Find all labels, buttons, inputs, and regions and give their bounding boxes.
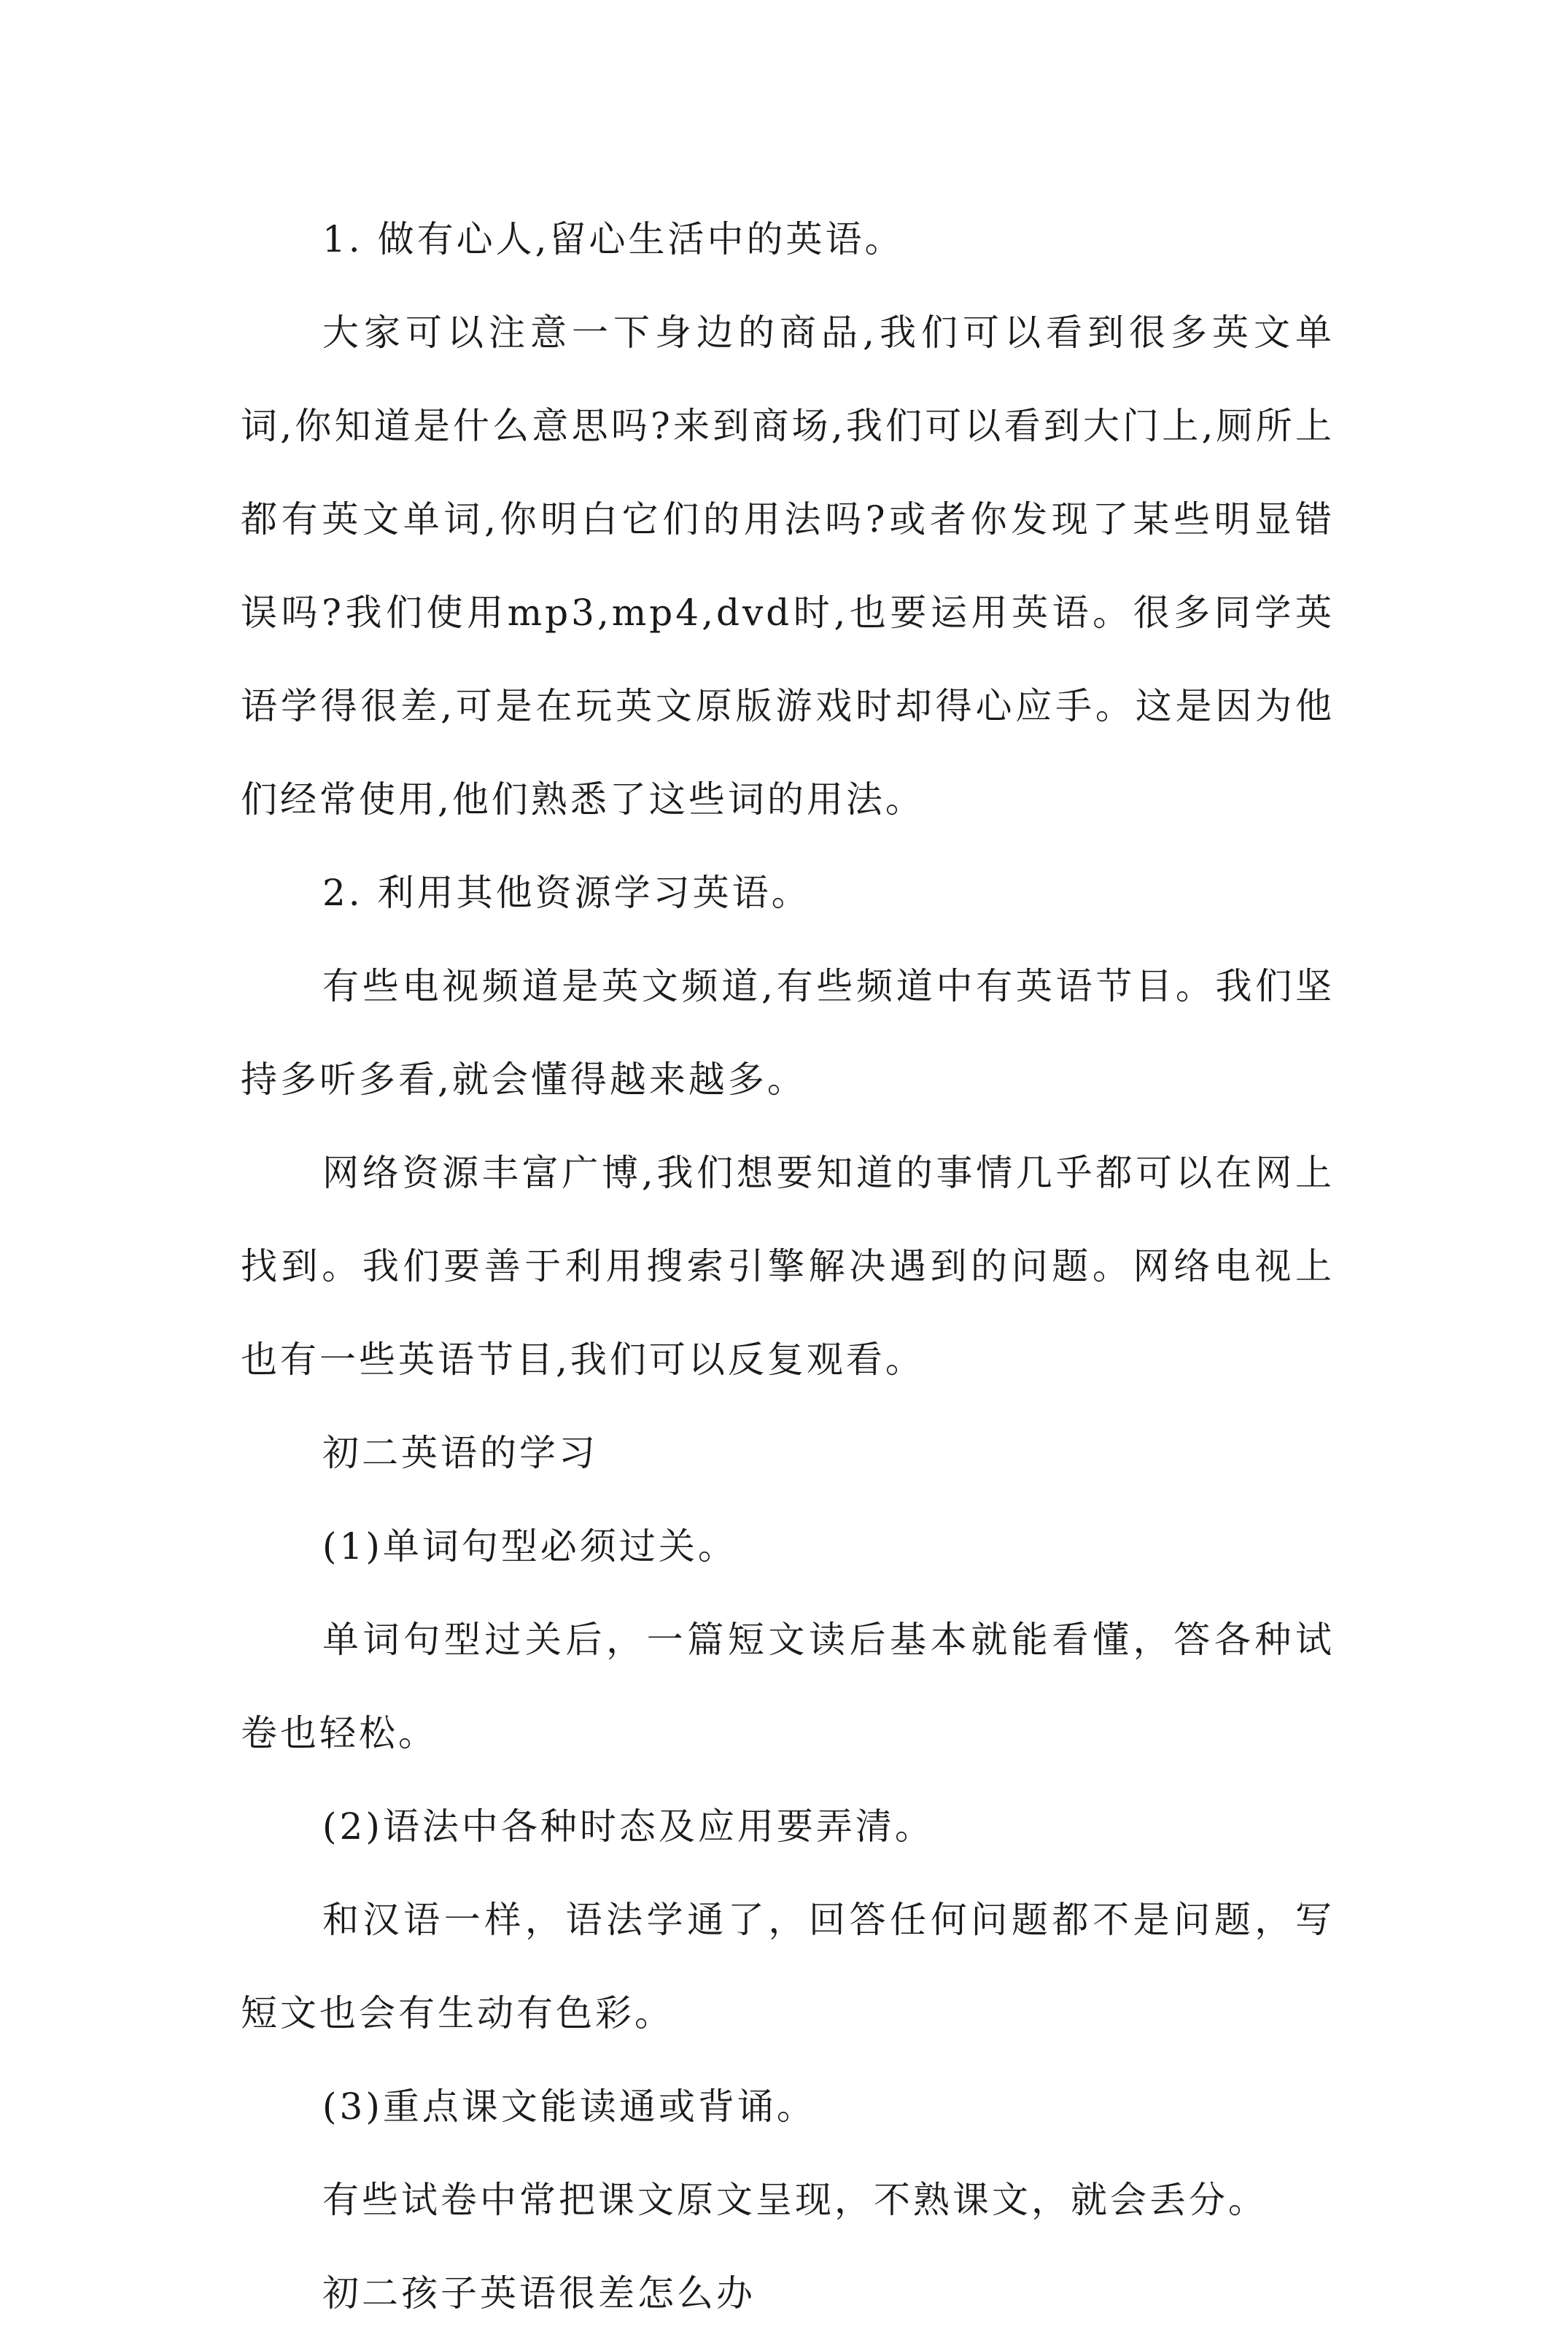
paragraph: 单词句型过关后，一篇短文读后基本就能看懂，答各种试卷也轻松。 [241,1619,1335,1754]
section-title: 初二英语的学习 [322,1432,598,1474]
paragraph: 大家可以注意一下身边的商品,我们可以看到很多英文单词,你知道是什么意思吗?来到商场,我们可以看到大门上,厕所上都有英文单词,你明白它们的用法吗?或者你发现了某些明显错误吗?我们使用mp3,mp4,dvd时,也要运用英语。很多同学英语学得很差,可是在玩英文原版游戏时却得心应手。这是因为他们经常使用,他们熟悉了这些词的用法。 [241,311,1335,821]
document-body [241,193,1335,2340]
paragraph-heading-2: 2. 利用其他资源学习英语。 [322,872,811,914]
paragraph: 和汉语一样，语法学通了，回答任何问题都不是问题，写短文也会有生动有色彩。 [241,1899,1335,2034]
paragraph: 网络资源丰富广博,我们想要知道的事情几乎都可以在网上找到。我们要善于利用搜索引擎解决遇到的问题。网络电视上也有一些英语节目,我们可以反复观看。 [241,1152,1335,1381]
paragraph: 有些试卷中常把课文原文呈现，不熟课文，就会丢分。 [322,2179,1268,2221]
paragraph: 有些电视频道是英文频道,有些频道中有英语节目。我们坚持多听多看,就会懂得越来越多。 [241,965,1335,1101]
section-title: 初二孩子英语很差怎么办 [322,2272,756,2314]
paragraph-subheading-1: (1)单词句型必须过关。 [322,1525,737,1568]
paragraph-subheading-3: (3)重点课文能读通或背诵。 [322,2085,816,2128]
paragraph-subheading-2: (2)语法中各种时态及应用要弄清。 [322,1805,934,1848]
paragraph-heading-1: 1. 做有心人,留心生活中的英语。 [322,218,904,260]
